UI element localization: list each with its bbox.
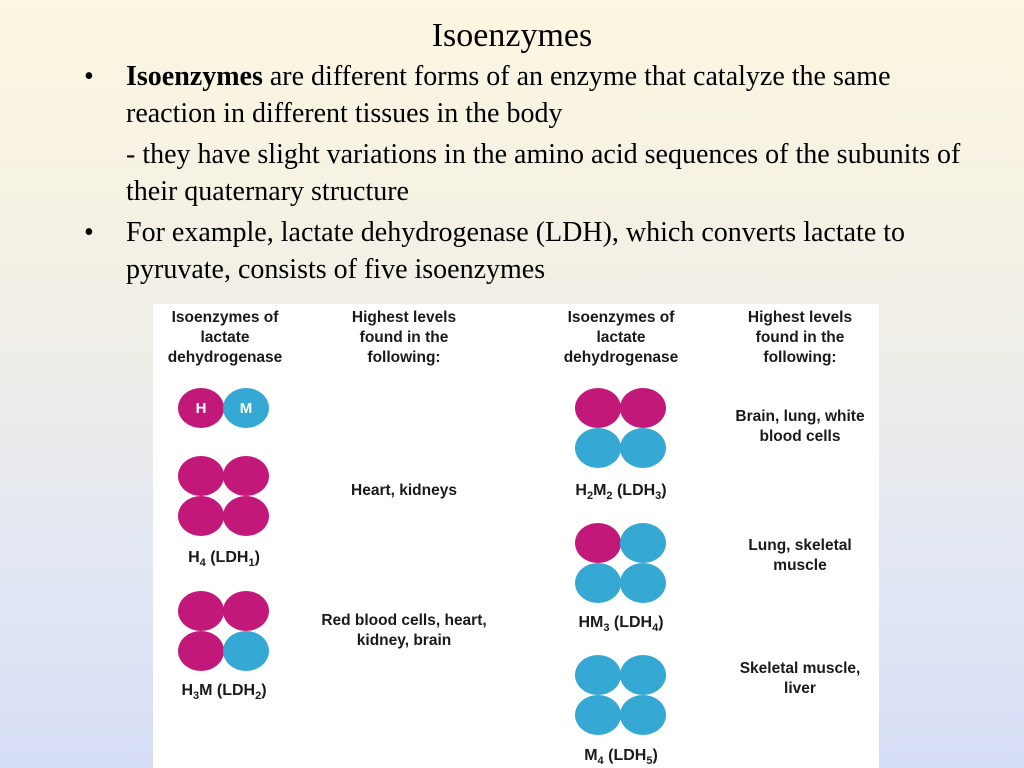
h-subunit-label: H [195,399,207,417]
formula-ldh1: $H_4$ $(LDH_1)$ [188,549,260,570]
m-subunit [620,695,666,735]
header-levels-right: Highest levels found in the following: [747,309,853,366]
h-subunit [620,388,666,428]
h-subunit [178,631,224,671]
ldh-isoenzyme-figure [153,304,879,768]
formula-ldh3: $H_2M_2$ $(LDH_3)$ [575,482,667,503]
m-subunit [575,695,621,735]
m-subunit-key [223,388,269,428]
bullet-definition [84,58,964,132]
location-ldh1: Heart, kidneys [351,482,457,499]
slide-title: Isoenzymes [431,17,593,54]
location-ldh3: Brain, lung, white blood cells [735,408,865,445]
h-subunit [223,456,269,496]
h-subunit [575,388,621,428]
formula-ldh2: $H_3M$ $(LDH_2)$ [181,682,267,703]
formula-ldh5: $M_4$ $(LDH_5)$ [584,747,658,768]
header-isoenzymes-right: Isoenzymes of lactate dehydrogenase [563,309,679,366]
location-ldh5: Skeletal muscle, liver [739,660,861,697]
location-ldh2: Red blood cells, heart, kidney, brain [321,612,487,649]
bullet-marker: • [84,217,94,248]
m-subunit [575,428,621,468]
bullet-subpoint: - they have slight variations in the amino acid sequences of the subunits of their quaternary structure [126,139,961,207]
m-subunit [620,655,666,695]
m-subunit-label: M [239,399,253,417]
h-subunit-key [178,388,224,428]
header-isoenzymes-left: Isoenzymes of lactate dehydrogenase [167,309,283,366]
m-subunit [620,523,666,563]
formula-ldh4: $HM_3$ $(LDH_4)$ [578,614,664,635]
h-subunit [178,591,224,631]
h-subunit [178,496,224,536]
m-subunit [620,563,666,603]
h-subunit [223,496,269,536]
bullet-example-text: For example, lactate dehydrogenase (LDH), which converts lactate to pyruvate, consists of five isoenzymes [126,217,906,285]
h-subunit [223,591,269,631]
m-subunit [575,655,621,695]
header-levels-left: Highest levels found in the following: [351,309,457,366]
m-subunit [575,563,621,603]
m-subunit [223,631,269,671]
location-ldh4: Lung, skeletal muscle [748,537,852,574]
bullet-term: Isoenzymes [126,61,263,92]
bullet-example [84,214,964,288]
h-subunit [575,523,621,563]
m-subunit [620,428,666,468]
bullet-definition-text: are different forms of an enzyme that catalyze the same reaction in different tissues in the body [126,61,891,129]
bullet-marker: • [84,61,94,92]
bullet-list [84,58,964,290]
h-subunit [178,456,224,496]
